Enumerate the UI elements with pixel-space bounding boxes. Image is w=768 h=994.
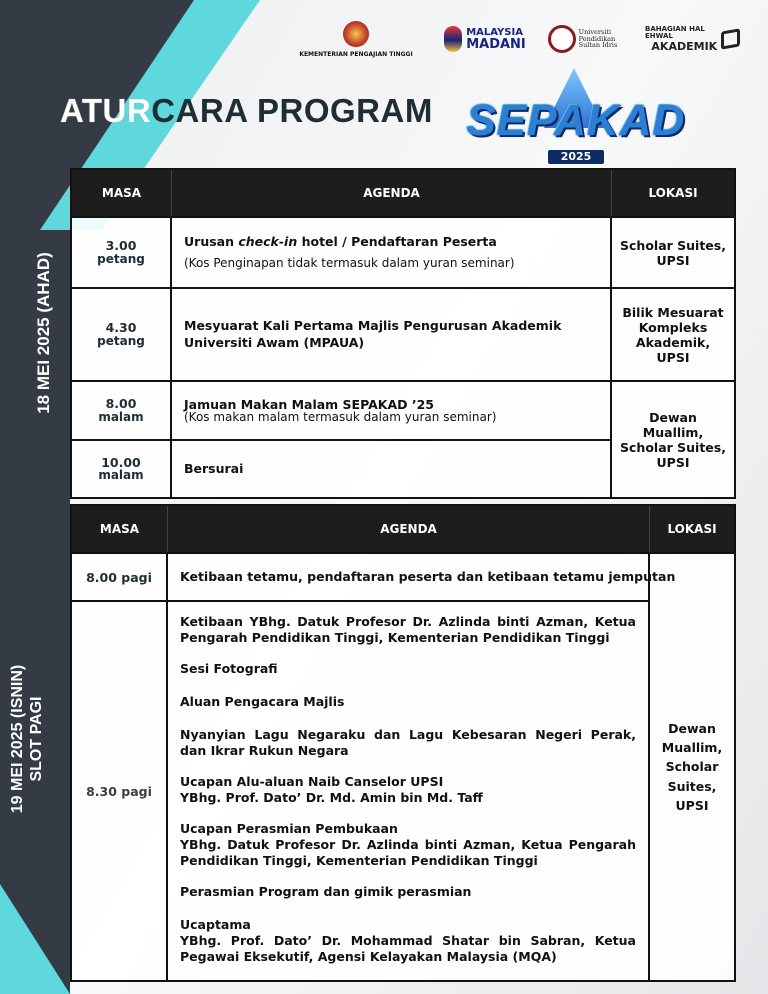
agenda-title: Jamuan Makan Malam SEPAKAD ’25: [184, 396, 434, 412]
day1-row2-agenda: [172, 287, 612, 380]
agenda-item: Nyanyian Lagu Negaraku dan Lagu Kebesaran Negeri Perak, dan Ikrar Rukun Negara: [180, 727, 636, 758]
sepakad-logo: [452, 68, 700, 168]
day1-row1-lokasi: Scholar Suites, UPSI: [612, 216, 734, 287]
day1-row1-time: [72, 216, 172, 287]
agenda-note: (Kos makan malam termasuk dalam yuran seminar): [184, 409, 497, 424]
bhea-word-2: AKADEMIK: [651, 39, 718, 53]
upsi-word-3: Sultan Idris: [578, 41, 618, 50]
day1-row2-time: [72, 287, 172, 380]
agenda-item: Ketibaan YBhg. Datuk Profesor Dr. Azlinda binti Azman, Ketua Pengarah Pendidikan Tinggi, Kementerian Pendidikan Tinggi: [180, 614, 636, 645]
kpt-logo-text: KEMENTERIAN PENGAJIAN TINGGI: [299, 50, 413, 58]
day2-lokasi: Dewan Muallim, Scholar Suites, UPSI: [650, 552, 734, 980]
time-period: malam: [98, 409, 144, 424]
day1-row2-lokasi: Bilik Mesuarat Kompleks Akademik, UPSI: [612, 287, 734, 380]
malaysia-madani-logo: [440, 18, 530, 60]
header-masa: MASA: [72, 170, 172, 216]
madani-word-1: MALAYSIA: [466, 26, 523, 38]
day2-row2-time: 8.30 pagi: [72, 600, 168, 980]
agenda-item: Ucapan Alu-aluan Naib Canselor UPSI: [180, 774, 444, 789]
agenda-text-em: check-in: [238, 233, 298, 249]
day1-row1-agenda: [172, 216, 612, 287]
time-value: 10.00: [101, 454, 141, 470]
day1-side-label: 18 MEI 2025 (AHAD): [34, 252, 53, 414]
madani-word-2: MADANI: [466, 36, 526, 52]
agenda-title: Ketibaan tetamu, pendaftaran peserta dan ketibaan tetamu jemputan: [180, 568, 676, 584]
sponsor-logos: [300, 18, 750, 60]
agenda-item: Ucapan Perasmian Pembukaan: [180, 821, 398, 836]
agenda-list: [168, 614, 648, 965]
upsi-seal-icon: [548, 25, 576, 53]
bhea-logo: [645, 18, 740, 60]
header-agenda: AGENDA: [168, 506, 650, 552]
agenda-item: YBhg. Prof. Dato’ Dr. Md. Amin bin Md. Taff: [180, 790, 483, 805]
day1-row3-time: [72, 380, 172, 439]
upsi-word-1: Universiti: [578, 27, 612, 36]
header-lokasi: LOKASI: [650, 506, 734, 552]
header-agenda: AGENDA: [172, 170, 612, 216]
day1-schedule-table: [70, 168, 736, 499]
agenda-item: YBhg. Datuk Profesor Dr. Azlinda binti Azman, Ketua Pengarah Pendidikan Tinggi, Kementerian Pendidikan Tinggi: [180, 837, 636, 868]
day1-shared-lokasi: Dewan Muallim, Scholar Suites, UPSI: [612, 380, 734, 497]
agenda-item: Perasmian Program dan gimik perasmian: [180, 884, 472, 899]
agenda-item: Ucaptama: [180, 917, 251, 932]
sepakad-year: 2025: [548, 150, 604, 164]
bhea-word-1: BAHAGIAN HAL EHWAL: [645, 24, 705, 41]
agenda-title: [184, 234, 497, 251]
kpt-logo: [300, 18, 412, 60]
day2-side-label-date: 19 MEI 2025 (ISNIN): [9, 664, 26, 814]
crest-icon: [343, 21, 369, 47]
title-part-1: ATUR: [60, 92, 152, 129]
day2-side-label: [8, 624, 46, 854]
day2-row1-agenda: [168, 552, 676, 600]
madani-mark-icon: [444, 26, 462, 52]
agenda-title: Bersurai: [184, 460, 244, 476]
day2-row2-agenda: [168, 600, 650, 980]
time-value: 4.30: [105, 320, 137, 336]
agenda-item: YBhg. Prof. Dato’ Dr. Mohammad Shatar bin Sabran, Ketua Pegawai Eksekutif, Agensi Kelayakan Malaysia (MQA): [180, 933, 636, 964]
upsi-logo: [545, 18, 620, 60]
day2-row1-time: 8.00 pagi: [72, 552, 168, 600]
agenda-title: Mesyuarat Kali Pertama Majlis Pengurusan Akademik Universiti Awam (MPAUA): [184, 317, 562, 350]
agenda-note: (Kos Penginapan tidak termasuk dalam yuran seminar): [184, 255, 515, 270]
day2-side-label-slot: SLOT PAGI: [28, 696, 45, 782]
graduation-cap-icon: [721, 28, 740, 49]
header-masa: MASA: [72, 506, 168, 552]
time-period: malam: [98, 468, 144, 483]
agenda-item: Sesi Fotografi: [180, 661, 278, 676]
agenda-text-post: hotel / Pendaftaran Peserta: [297, 233, 497, 249]
time-value: 8.00: [105, 396, 137, 412]
day2-schedule-table: [70, 504, 736, 982]
time-period: petang: [97, 251, 145, 266]
day1-row4-agenda: [172, 439, 612, 497]
time-period: petang: [97, 333, 145, 348]
agenda-item: Aluan Pengacara Majlis: [180, 694, 345, 709]
header-lokasi: LOKASI: [612, 170, 734, 216]
agenda-text-pre: Urusan: [184, 233, 239, 249]
time-value: 3.00: [105, 238, 137, 254]
day1-row3-agenda: [172, 380, 612, 439]
page-title: [60, 92, 433, 130]
day1-row4-time: [72, 439, 172, 497]
title-part-2: CARA PROGRAM: [151, 92, 433, 129]
sepakad-wordmark: SEPAKAD: [466, 96, 686, 145]
upsi-word-2: Pendidikan: [578, 34, 616, 43]
